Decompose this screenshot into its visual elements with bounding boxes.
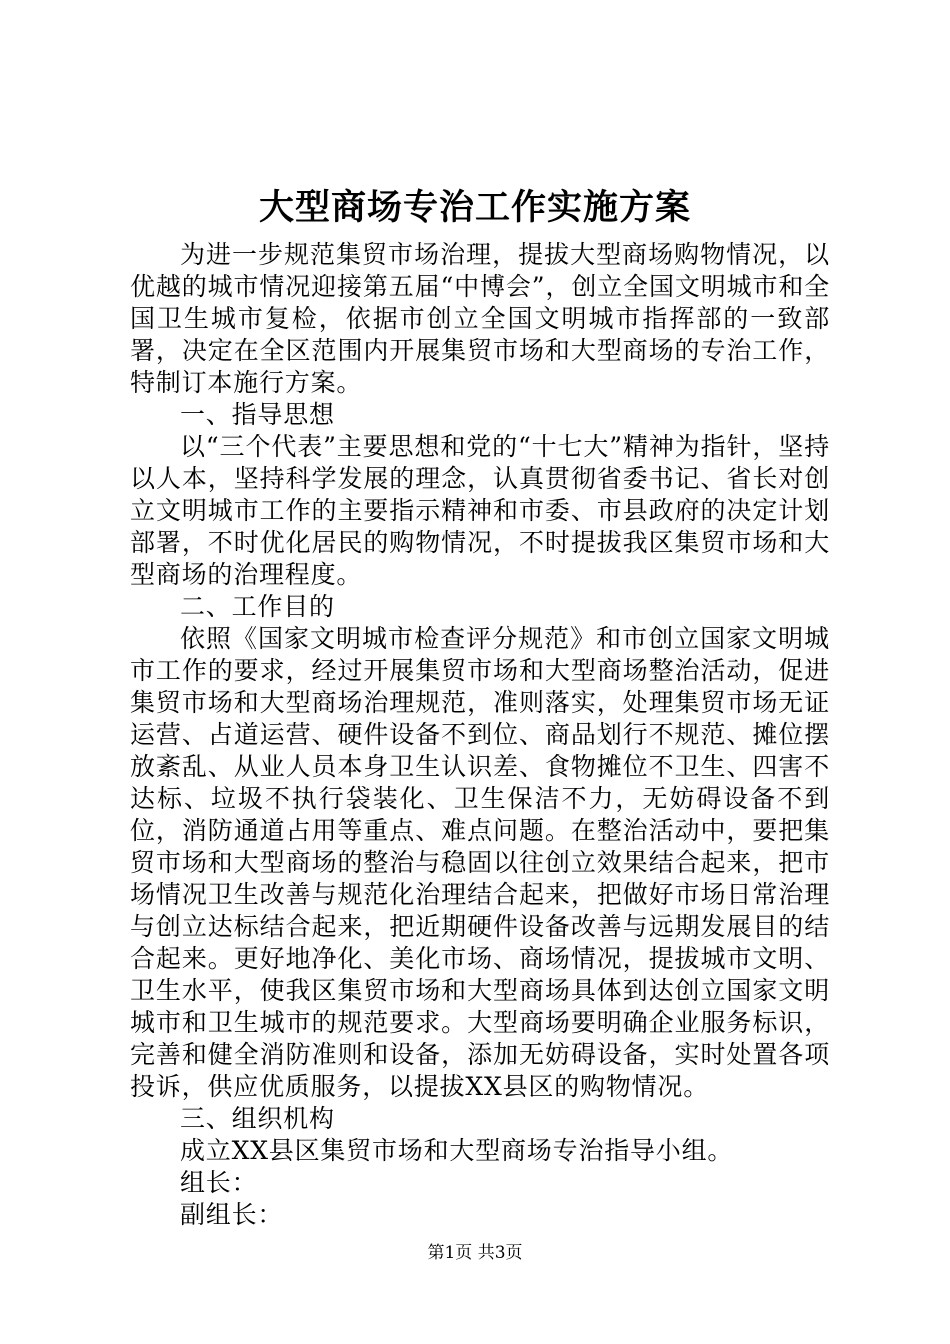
section-heading-guiding-thought: 一、指导思想	[180, 400, 335, 429]
document-title: 大型商场专治工作实施方案	[258, 187, 691, 228]
section-heading-organization: 三、组织机构	[180, 1104, 335, 1133]
section-heading-work-goal: 二、工作目的	[180, 592, 335, 621]
work-goal-paragraph: 依照《国家文明城市检查评分规范》和市创立国家文明城市工作的要求，经过开展集贸市场和大型商场整治活动，促进集贸市场和大型商场治理规范，准则落实，处理集贸市场无证运营、占道运营、硬件设备不到位、商品划行不规范、摊位摆放紊乱、从业人员本身卫生认识差、食物摊位不卫生、四害不达标、垃圾不执行袋装化、卫生保洁不力，无妨碍设备不到位，消防通道占用等重点、难点问题。在整治活动中，要把集贸市场和大型商场的整治与稳固以往创立效果结合起来，把市场情况卫生改善与规范化治理结合起来，把做好市场日常治理与创立达标结合起来，把近期硬件设备改善与远期发展目的结合起来。更好地净化、美化市场、商场情况，提拔城市文明、卫生水平，使我区集贸市场和大型商场具体到达创立国家文明城市和卫生城市的规范要求。大型商场要明确企业服务标识，完善和健全消防准则和设备，添加无妨碍设备，实时处置各项投诉，供应优质服务，以提拔XX县区的购物情况。	[130, 624, 830, 1101]
organization-line: 成立XX县区集贸市场和大型商场专治指导小组。	[180, 1136, 734, 1165]
document-body	[130, 239, 830, 1231]
intro-paragraph: 为进一步规范集贸市场治理，提拔大型商场购物情况，以优越的城市情况迎接第五届“中博会”，创立全国文明城市和全国卫生城市复检，依据市创立全国文明城市指挥部的一致部署，决定在全区范围内开展集贸市场和大型商场的专治工作，特制订本施行方案。	[130, 240, 830, 397]
guiding-thought-paragraph: 以“三个代表”主要思想和党的“十七大”精神为指针，坚持以人本，坚持科学发展的理念，认真贯彻省委书记、省长对创立文明城市工作的主要指示精神和市委、市县政府的决定计划部署，不时优化居民的购物情况，不时提拔我区集贸市场和大型商场的治理程度。	[130, 432, 830, 589]
page-footer: 第1页 共3页	[427, 1243, 523, 1263]
deputy-leader-line: 副组长：	[180, 1200, 284, 1229]
leader-line: 组长：	[180, 1168, 258, 1197]
